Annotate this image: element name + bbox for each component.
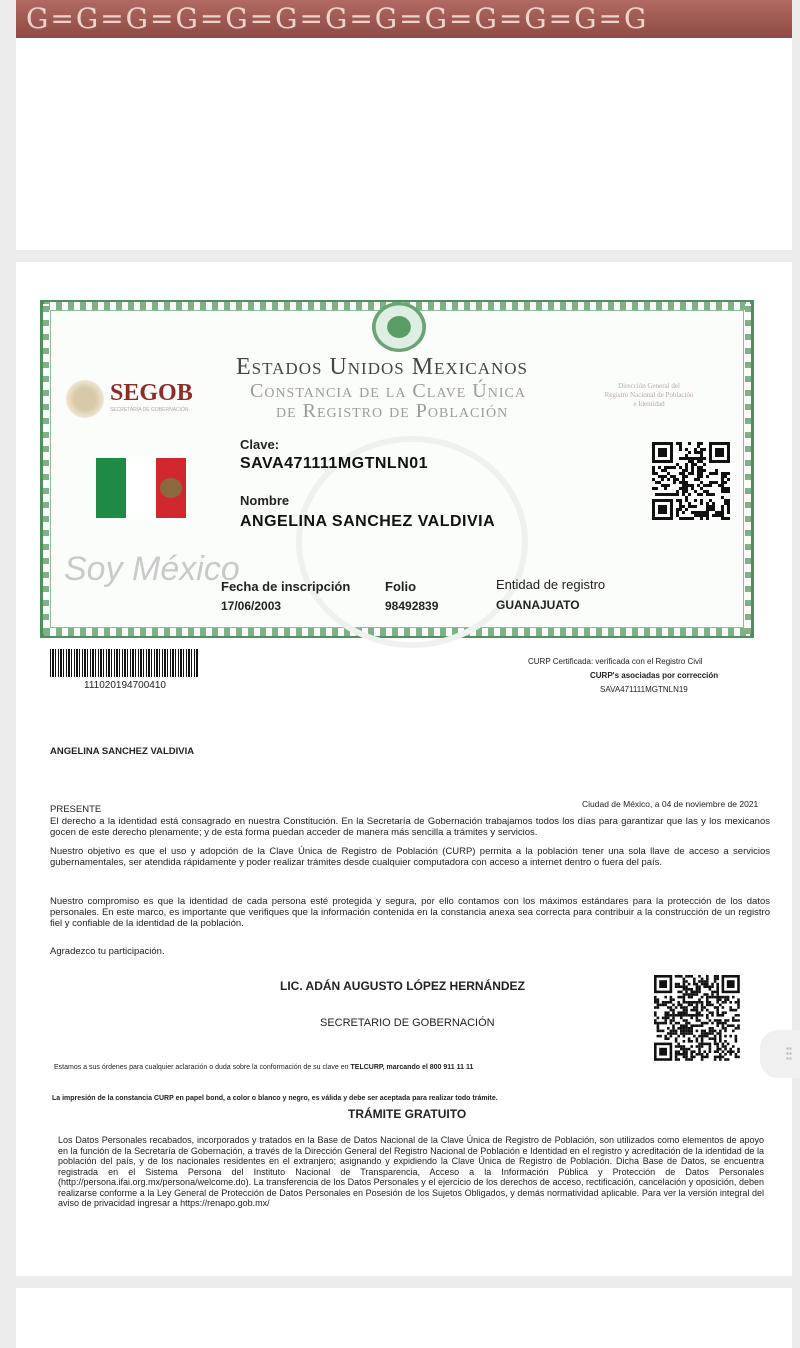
entidad-label: Entidad de registro — [496, 577, 606, 592]
folio-label: Folio — [385, 579, 417, 594]
mexican-flag-icon — [96, 458, 186, 518]
cert-title-line1: Estados Unidos Mexicanos — [236, 354, 528, 380]
cert-title-line2: Constancia de la Clave Única — [250, 380, 526, 402]
segob-eagle-logo — [66, 380, 104, 418]
clave-value: SAVA471111MGTNLN01 — [240, 455, 429, 472]
letter-qr-code — [654, 975, 742, 1061]
next-page — [16, 1288, 792, 1348]
contact-text: Estamos a sus órdenes para cualquier aclaración o duda sobre la conformación de su clave en TELCURP, marcando el 800 911 11 11 — [54, 1064, 474, 1071]
privacy-notice: Los Datos Personales recabados, incorporados y tratados en la Base de Datos Nacional de la Clave Única de Registro de Población, son utilizados como elementos de apoyo en la función de la Secretaría de Gobernación, a través de la Dirección General del Registro Nacional de Población e Identidad en el registro y acreditación de la identidad de la población del país, y de los nacionales residentes en el extranjero; asignando y expidiendo la Clave Única de Registro de Población. Dicha Base de Datos, se encuentra registrada en el Sistema Persona del Instituto Nacional de Transparencia, Acceso a la Información Pública y Protección de Datos Personales (http://persona.ifai.org.mx/persona/welcome.do). La transferencia de los Datos Personales y el ejercicio de los derechos de acceso, rectificación, cancelación y oposición, deben realizarse conforme a la Ley General de Protección de Datos Personales en Posesión de los Sujetos Obligados, y demás normatividad aplicable. Para ver la versión integral del aviso de privacidad ingresar a https://renapo.gob.mx/ — [58, 1135, 764, 1208]
drag-dots-icon — [786, 1046, 792, 1062]
page-scroll-handle[interactable] — [760, 1030, 800, 1078]
entidad-value: GUANAJUATO — [496, 598, 580, 612]
segob-subtitle: SECRETARÍA DE GOBERNACIÓN — [110, 407, 189, 413]
paragraph-1: El derecho a la identidad está consagrado en nuestra Constitución. En la Secretaría de Gobernación trabajamos todos los días para garantizar que las y los mexicanos gocen de este derecho plenamente; y de esta forma puedan acceder de manera más sencilla a trámites y servicios. — [50, 816, 770, 838]
barcode-number: 111020194700410 — [84, 680, 166, 691]
certificate-qr-code — [652, 442, 732, 520]
folio-value: 98492839 — [385, 599, 439, 613]
national-seal-icon — [372, 302, 426, 352]
signer-name: LIC. ADÁN AUGUSTO LÓPEZ HERNÁNDEZ — [280, 979, 525, 993]
barcode — [50, 649, 198, 677]
free-procedure: TRÁMITE GRATUITO — [348, 1107, 467, 1121]
recipient-name: ANGELINA SANCHEZ VALDIVIA — [50, 746, 195, 757]
clave-label: Clave: — [240, 437, 280, 452]
nombre-label: Nombre — [240, 493, 290, 508]
dgr-label: Dirección General del Registro Nacional de Población e Identidad — [604, 382, 694, 408]
paragraph-2: Nuestro objetivo es que el uso y adopción de la Clave Única de Registro de Población (CURP) permita a la población tener una sola llave de acceso a servicios gubernamentales, ser atendida rápidamente y poder realizar trámites desde cualquier computadora con acceso a internet dentro o fuera del país. — [50, 846, 770, 868]
band-glyphs: G=G=G=G=G=G=G=G=G=G=G=G=G — [26, 2, 649, 35]
presente-label: PRESENTE — [50, 804, 102, 815]
paragraph-3: Nuestro compromiso es que la identidad de cada persona esté protegida y segura, por ello contamos con los máximos estándares para la protección de los datos personales. En este marco, es importante que verifiques que la información contenida en la constancia anexa sea correcta para contribuir a la construcción de un registro fiel y confiable de la identidad de la población. — [50, 896, 770, 929]
print-notice: La impresión de la constancia CURP en papel bond, a color o blanco y negro, es válida y debe ser aceptada para realizar todo trámite. — [52, 1095, 498, 1102]
signer-title: SECRETARIO DE GOBERNACIÓN — [320, 1017, 495, 1029]
curp-certified-text: CURP Certificada: verificada con el Registro Civil — [528, 657, 703, 666]
fecha-label: Fecha de inscripción — [221, 579, 351, 594]
curp-associated-label: CURP's asociadas por corrección — [590, 671, 719, 680]
place-date: Ciudad de México, a 04 de noviembre de 2021 — [582, 799, 759, 809]
soy-mexico-watermark: Soy México — [64, 550, 240, 588]
fecha-value: 17/06/2003 — [221, 599, 282, 613]
previous-page-border-band — [16, 0, 792, 38]
thanks-text: Agradezco tu participación. — [50, 946, 165, 957]
segob-logo-text: SEGOB — [110, 380, 193, 406]
nombre-value: ANGELINA SANCHEZ VALDIVIA — [240, 513, 496, 530]
curp-associated-value: SAVA471111MGTNLN19 — [600, 685, 688, 694]
cert-title-line3: de Registro de Población — [276, 400, 509, 422]
